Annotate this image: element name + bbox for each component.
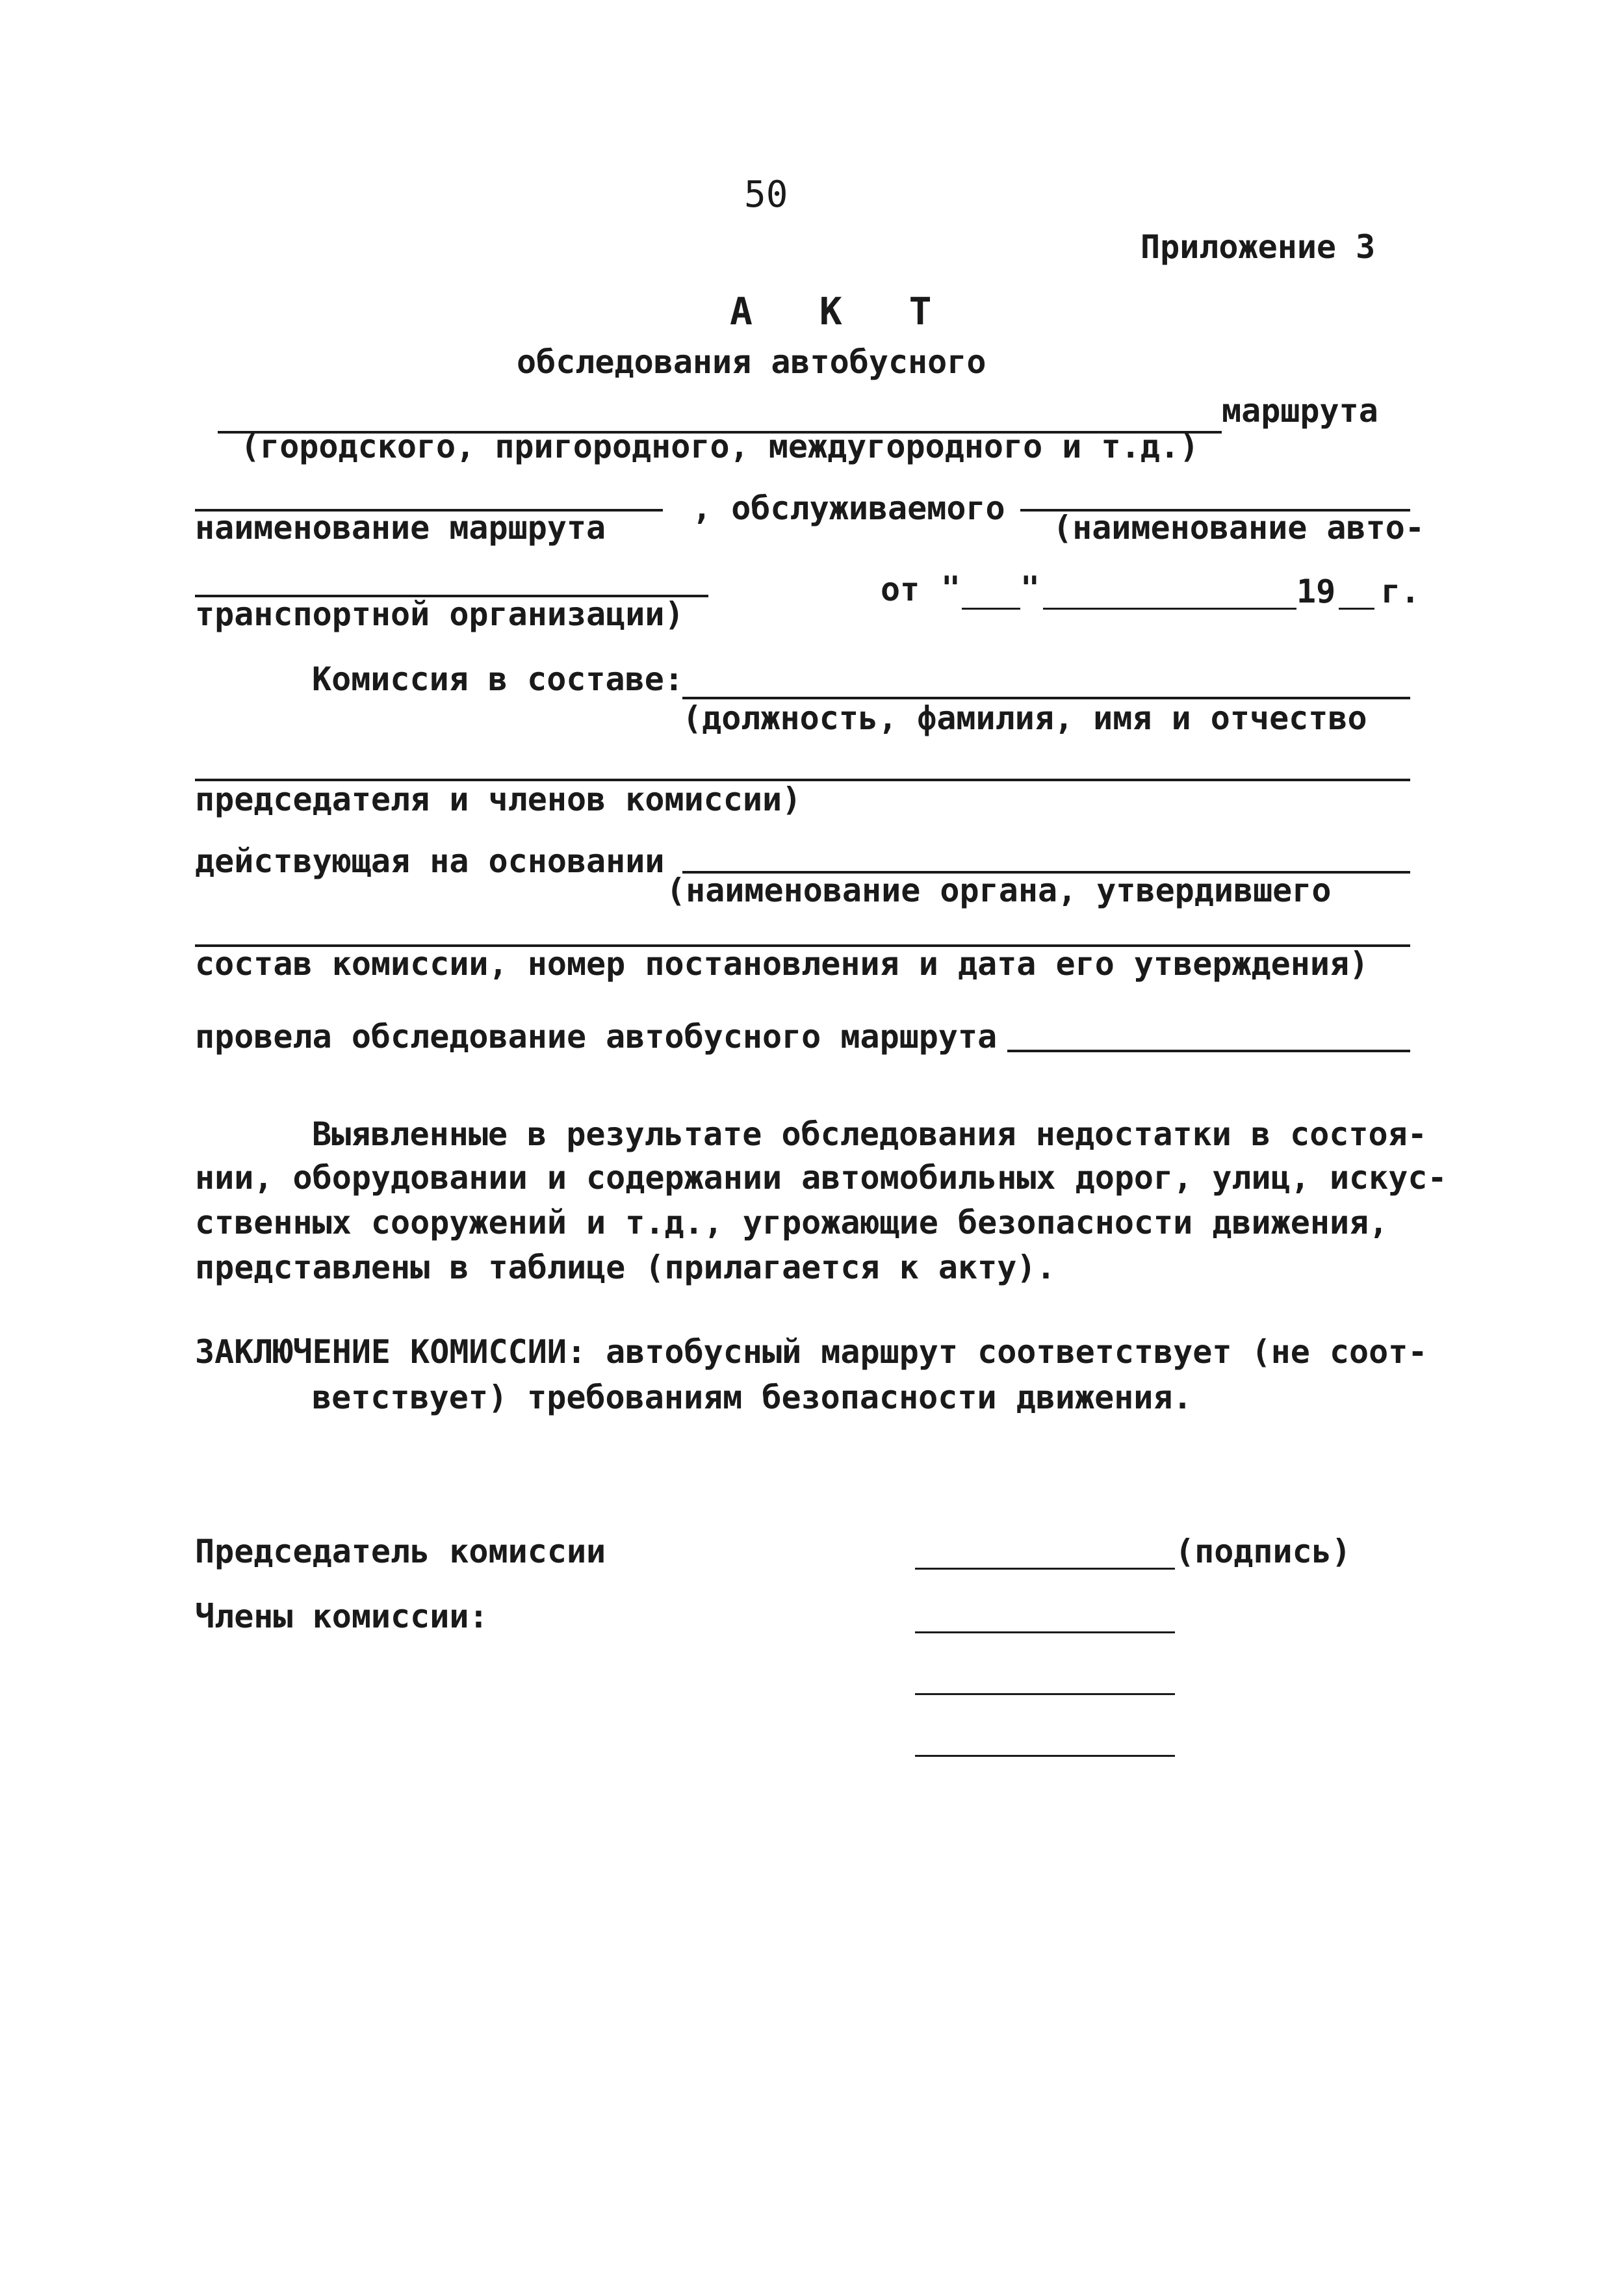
chairman-label: Председатель комиссии: [195, 1533, 606, 1570]
date-year-label: 19: [1296, 573, 1336, 610]
date-from-label: от: [881, 571, 920, 608]
document-subtitle: обследования автобусного: [517, 343, 986, 381]
document-title: А К Т: [730, 289, 954, 333]
date-year-suffix: г.: [1381, 573, 1421, 610]
member-signature-line-1[interactable]: [915, 1631, 1175, 1633]
basis-label: действующая на основании: [195, 842, 665, 880]
basis-caption-2: состав комиссии, номер постановления и дата его утверждения): [195, 945, 1369, 983]
conclusion-line-2: ветствует) требованиям безопасности движения.: [312, 1379, 1192, 1416]
inspected-route-field[interactable]: [1007, 1050, 1410, 1052]
organization-caption-1: (наименование авто-: [1053, 509, 1424, 547]
member-signature-line-3[interactable]: [915, 1755, 1175, 1757]
served-by-label: , обслуживаемого: [692, 489, 1005, 527]
date-month-field[interactable]: [1043, 608, 1296, 610]
date-year-field[interactable]: [1339, 608, 1374, 610]
route-word: маршрута: [1222, 392, 1378, 430]
date-quote-open: ": [941, 569, 961, 607]
page-number: 50: [744, 174, 788, 216]
route-name-caption: наименование маршрута: [195, 509, 606, 547]
inspected-label: провела обследование автобусного маршрута: [195, 1018, 998, 1056]
route-type-caption: (городского, пригородного, междугородного и т.д.): [240, 428, 1200, 465]
findings-line-3: ственных сооружений и т.д., угрожающие безопасности движения,: [195, 1204, 1389, 1241]
basis-caption-1: (наименование органа, утвердившего: [666, 872, 1332, 909]
commission-caption-2: председателя и членов комиссии): [195, 781, 802, 818]
findings-line-1: Выявленные в результате обследования недостатки в состоя-: [312, 1115, 1427, 1153]
findings-line-2: нии, оборудовании и содержании автомобильных дорог, улиц, искус-: [195, 1159, 1447, 1197]
organization-caption-2: транспортной организации): [195, 595, 684, 633]
commission-caption-1: (должность, фамилия, имя и отчество: [682, 699, 1367, 737]
signature-caption: (подпись): [1175, 1533, 1351, 1570]
appendix-label: Приложение 3: [1141, 228, 1376, 266]
chairman-signature-line[interactable]: [915, 1568, 1175, 1570]
commission-label: Комиссия в составе:: [312, 660, 684, 698]
conclusion-line-1: ЗАКЛЮЧЕНИЕ КОМИССИИ: автобусный маршрут соответствует (не соот-: [195, 1333, 1428, 1371]
member-signature-line-2[interactable]: [915, 1693, 1175, 1695]
members-label: Члены комиссии:: [195, 1598, 489, 1635]
date-quote-close: ": [1020, 569, 1040, 607]
date-day-field[interactable]: [962, 608, 1020, 610]
findings-line-4: представлены в таблице (прилагается к акту).: [195, 1249, 1056, 1286]
